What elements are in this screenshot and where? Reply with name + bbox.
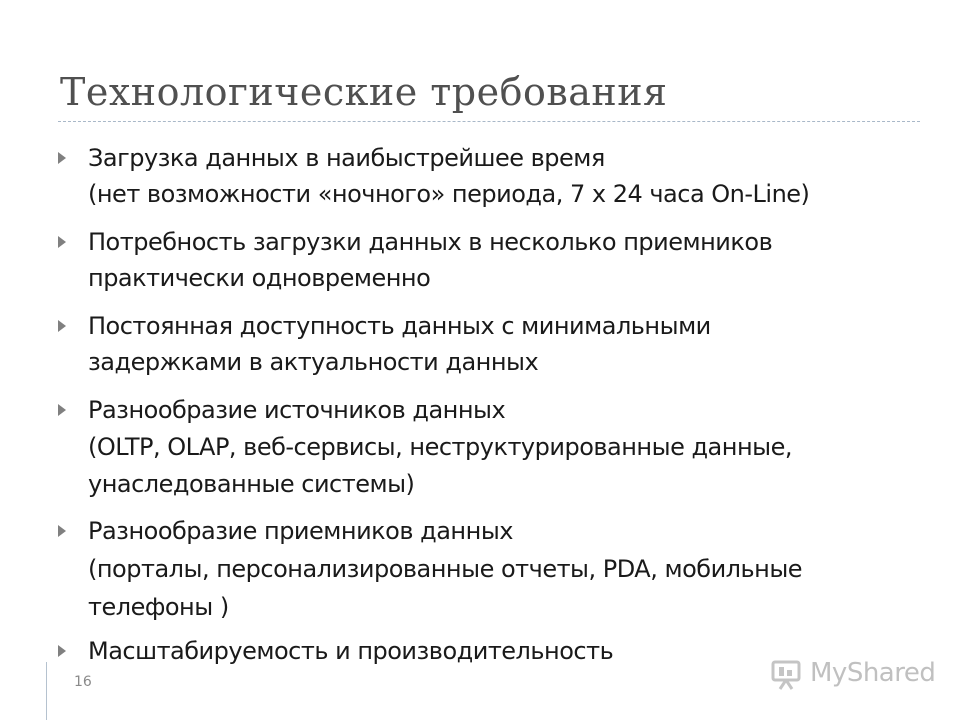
- presentation-board-icon: [770, 658, 804, 692]
- list-item-line: Загрузка данных в наибыстрейшее время: [88, 144, 605, 172]
- triangle-bullet-icon: [58, 320, 66, 332]
- page-number: 16: [74, 674, 92, 690]
- slide-title: Технологические требования: [60, 70, 668, 114]
- footer-vertical-line: [46, 662, 47, 720]
- list-item-line: практически одновременно: [88, 264, 431, 292]
- watermark-text: MyShared: [810, 658, 936, 688]
- triangle-bullet-icon: [58, 404, 66, 416]
- list-item-line: Масштабируемость и производительность: [88, 637, 614, 665]
- triangle-bullet-icon: [58, 525, 66, 537]
- title-divider: [58, 121, 920, 122]
- list-item-line: Постоянная доступность данных с минимальными: [88, 312, 711, 340]
- list-item-line: (нет возможности «ночного» периода, 7 х 24 часа On-Line): [88, 180, 810, 208]
- list-item-line: унаследованные системы): [88, 470, 415, 498]
- list-item-line: Разнообразие источников данных: [88, 396, 506, 424]
- triangle-bullet-icon: [58, 152, 66, 164]
- list-item-line: Потребность загрузки данных в несколько приемников: [88, 228, 773, 256]
- list-item-line: Разнообразие приемников данных: [88, 517, 513, 545]
- watermark: [770, 656, 936, 696]
- triangle-bullet-icon: [58, 236, 66, 248]
- triangle-bullet-icon: [58, 645, 66, 657]
- list-item-line: задержками в актуальности данных: [88, 348, 539, 376]
- list-item-line: телефоны ): [88, 593, 229, 621]
- list-item-line: (OLTP, OLAP, веб-сервисы, неструктурированные данные,: [88, 433, 792, 461]
- list-item-line: (порталы, персонализированные отчеты, PDA, мобильные: [88, 555, 803, 583]
